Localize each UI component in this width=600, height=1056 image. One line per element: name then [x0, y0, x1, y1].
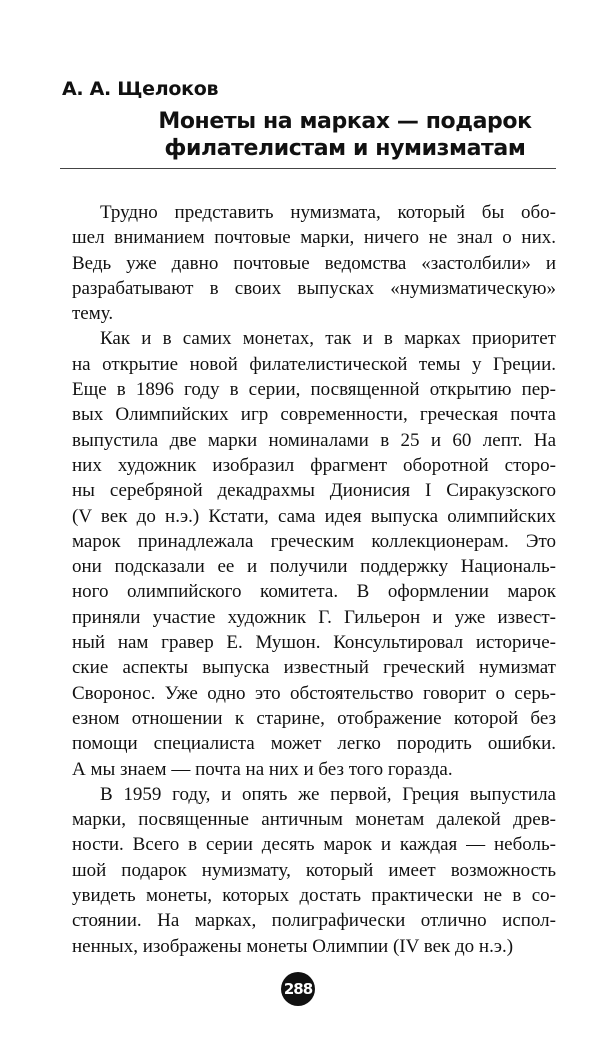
text-line: выпустила две марки номиналами в 25 и 60 лепт. На — [72, 429, 556, 451]
page-number: 288 — [281, 972, 315, 1006]
title-line: филателистам и нумизматам — [164, 136, 526, 161]
text-line: марки, посвященные античным монетам далекой древ- — [72, 809, 556, 831]
text-line: увидеть монеты, которых достать практически не в со- — [72, 885, 556, 907]
text-line: ный нам гравер Е. Мушон. Консультировал историче- — [72, 632, 556, 654]
article-body — [72, 200, 556, 959]
text-line: ного олимпийского комитета. В оформлении марок — [72, 581, 556, 603]
text-line: езном отношении к старине, отображение которой без — [72, 707, 556, 729]
text-line: стоянии. На марках, полиграфически отлично испол- — [72, 910, 556, 932]
author-name: А. А. Щелоков — [62, 78, 219, 100]
paragraph — [72, 326, 556, 781]
text-line: они подсказали ее и получили поддержку Националь- — [72, 556, 556, 578]
text-line: (V век до н.э.) Кстати, сама идея выпуска олимпийских — [72, 505, 556, 527]
text-line: марок принадлежала греческим коллекционерам. Это — [72, 530, 556, 552]
text-line: помощи специалиста может легко породить ошибки. — [72, 733, 556, 755]
text-line: Трудно представить нумизмата, который бы обо- — [100, 202, 556, 223]
text-line: Как и в самих монетах, так и в марках приоритет — [100, 328, 556, 350]
text-line: ские аспекты выпуска известный греческий нумизмат — [72, 657, 556, 679]
text-line: ны серебряной декадрахмы Дионисия I Сиракузского — [72, 480, 556, 502]
text-line: ненных, изображены монеты Олимпии (IV век до н.э.) — [72, 935, 514, 957]
text-line: В 1959 году, и опять же первой, Греция выпустила — [100, 783, 556, 805]
text-line: вых Олимпийских игр современности, греческая почта — [72, 404, 556, 426]
title-line: Монеты на марках — подарок — [158, 109, 532, 134]
text-line: Ведь уже давно почтовые ведомства «застолбили» и — [72, 252, 556, 274]
text-line: приняли участие художник Г. Гильерон и уже извест- — [72, 606, 556, 628]
text-line: Своронос. Уже одно это обстоятельство говорит о серь- — [72, 682, 556, 704]
text-line: них художник изобразил фрагмент оборотной сторо- — [72, 454, 556, 476]
text-line: Еще в 1896 году в серии, посвященной открытию пер- — [72, 379, 556, 401]
text-line: шел вниманием почтовые марки, ничего не знал о них. — [72, 227, 556, 249]
text-line: на открытие новой филателистической темы у Греции. — [72, 353, 556, 375]
text-line: А мы знаем — почта на них и без того горазда. — [72, 758, 453, 780]
paragraph — [72, 782, 556, 959]
text-line: тему. — [72, 303, 114, 325]
text-line: шой подарок нумизмату, который имеет возможность — [72, 859, 556, 881]
text-line: разрабатывают в своих выпусках «нумизматическую» — [72, 277, 556, 299]
article-title — [100, 108, 590, 162]
paragraph — [72, 200, 556, 326]
text-line: ности. Всего в серии десять марок и каждая — неболь- — [72, 834, 556, 856]
title-divider — [60, 168, 556, 169]
